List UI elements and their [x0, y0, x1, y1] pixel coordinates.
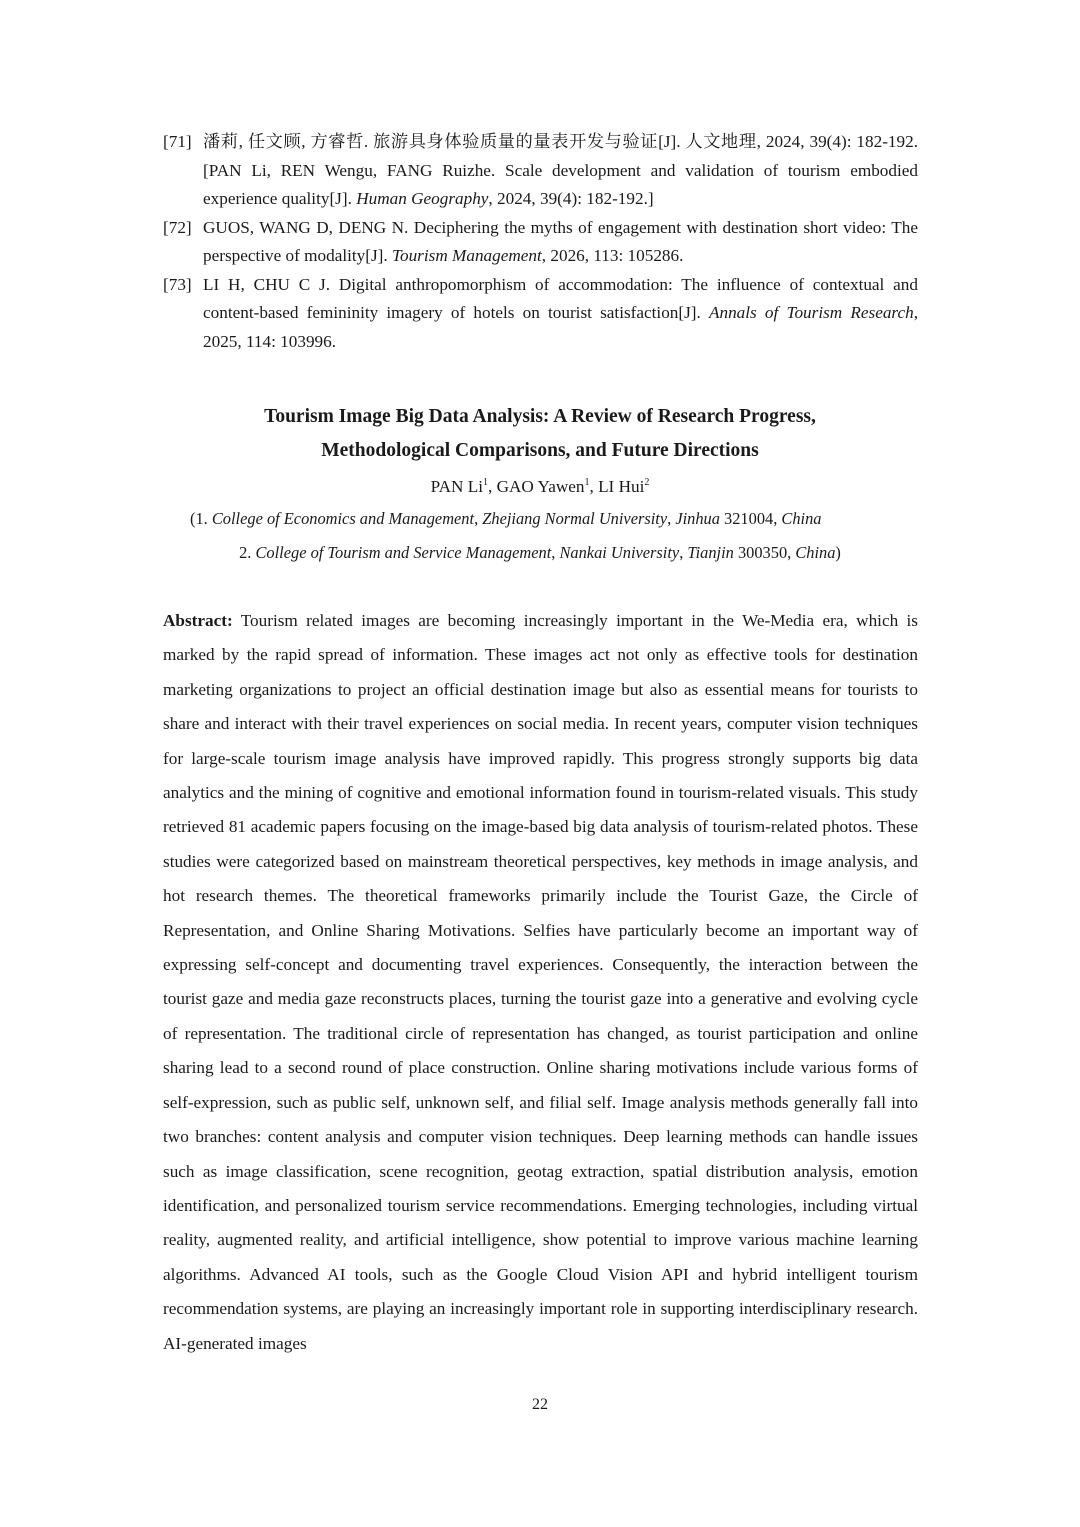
reference-item	[163, 271, 918, 357]
reference-item	[163, 214, 918, 271]
page-number: 22	[532, 1396, 548, 1413]
reference-text: GUOS, WANG D, DENG N. Deciphering the myths of engagement with destination short video: The perspective of modality[J]. Tourism Management, 2026, 113: 105286.	[203, 217, 918, 265]
abstract	[163, 604, 918, 1361]
abstract-label: Abstract:	[163, 611, 233, 630]
paper-title-line-2: Methodological Comparisons, and Future Directions	[321, 440, 759, 461]
author-affiliation-mark: 1	[584, 477, 590, 488]
reference-list	[163, 128, 918, 356]
author-name: GAO Yawen	[496, 477, 585, 496]
reference-number: [73]	[163, 274, 192, 294]
reference-number: [72]	[163, 217, 192, 237]
paper-header	[150, 400, 930, 570]
author-affiliation-mark: 1	[483, 477, 489, 488]
journal-name: Tourism Management	[392, 246, 542, 265]
reference-text: 潘莉, 任文顾, 方睿哲. 旅游具身体验质量的量表开发与验证[J]. 人文地理, 2024, 39(4): 182-192. [PAN Li, REN Wengu, FANG Ruizhe. Scale development and validation of tourism embodied experience quality[J]. Human Geography, 2024, 39(4): 182-192.]	[203, 132, 918, 208]
author-affiliation-mark: 2	[644, 477, 650, 488]
affiliation-2: 2. College of Tourism and Service Management, Nankai University, Tianjin 300350, China)	[239, 543, 841, 562]
reference-number: [71]	[163, 132, 192, 151]
affiliation-1: (1. College of Economics and Management, Zhejiang Normal University, Jinhua 321004, China	[190, 509, 822, 528]
author-list: PAN Li$^1$, GAO Yawen$^1$, LI Hui$^2$	[430, 477, 650, 496]
journal-name: Annals of Tourism Research	[709, 303, 914, 322]
reference-item	[163, 128, 918, 214]
author-name: PAN Li	[430, 477, 484, 496]
reference-text: LI H, CHU C J. Digital anthropomorphism of accommodation: The influence of contextual and content-based femininity imagery of hotels on tourist satisfaction[J]. Annals of Tourism Research, 2025, 114: 103996.	[203, 274, 918, 351]
author-name: LI Hui	[598, 477, 645, 496]
journal-name: Human Geography	[356, 189, 489, 208]
paper-title-line-1: Tourism Image Big Data Analysis: A Review of Research Progress,	[264, 406, 816, 427]
abstract-text: Tourism related images are becoming increasingly important in the We-Media era, which is marked by the rapid spread of information. These images act not only as effective tools for destination marketing organizations to project an official destination image but also as essential means for tourists to share and interact with their travel experiences on social media. In recent years, computer vision techniques for large-scale tourism image analysis have improved rapidly. This progress strongly supports big data analytics and the mining of cognitive and emotional information found in tourism-related visuals. This study retrieved 81 academic papers focusing on the image-based big data analysis of tourism-related photos. These studies were categorized based on mainstream theoretical perspectives, key methods in image analysis, and hot research themes. The theoretical frameworks primarily include the Tourist Gaze, the Circle of Representation, and Online Sharing Motivations. Selfies have particularly become an important way of expressing self-concept and documenting travel experiences. Consequently, the interaction between the tourist gaze and media gaze reconstructs places, turning the tourist gaze into a generative and evolving cycle of representation. The traditional circle of representation has changed, as tourist participation and online sharing lead to a second round of place construction. Online sharing motivations include various forms of self-expression, such as public self, unknown self, and filial self. Image analysis methods generally fall into two branches: content analysis and computer vision techniques. Deep learning methods can handle issues such as image classification, scene recognition, geotag extraction, spatial distribution analysis, emotion identification, and personalized tourism service recommendations. Emerging technologies, including virtual reality, augmented reality, and artificial intelligence, show potential to improve various machine learning algorithms. Advanced AI tools, such as the Google Cloud Vision API and hybrid intelligent tourism recommendation systems, are playing an increasingly important role in supporting interdisciplinary research. AI-generated images	[163, 611, 918, 1353]
